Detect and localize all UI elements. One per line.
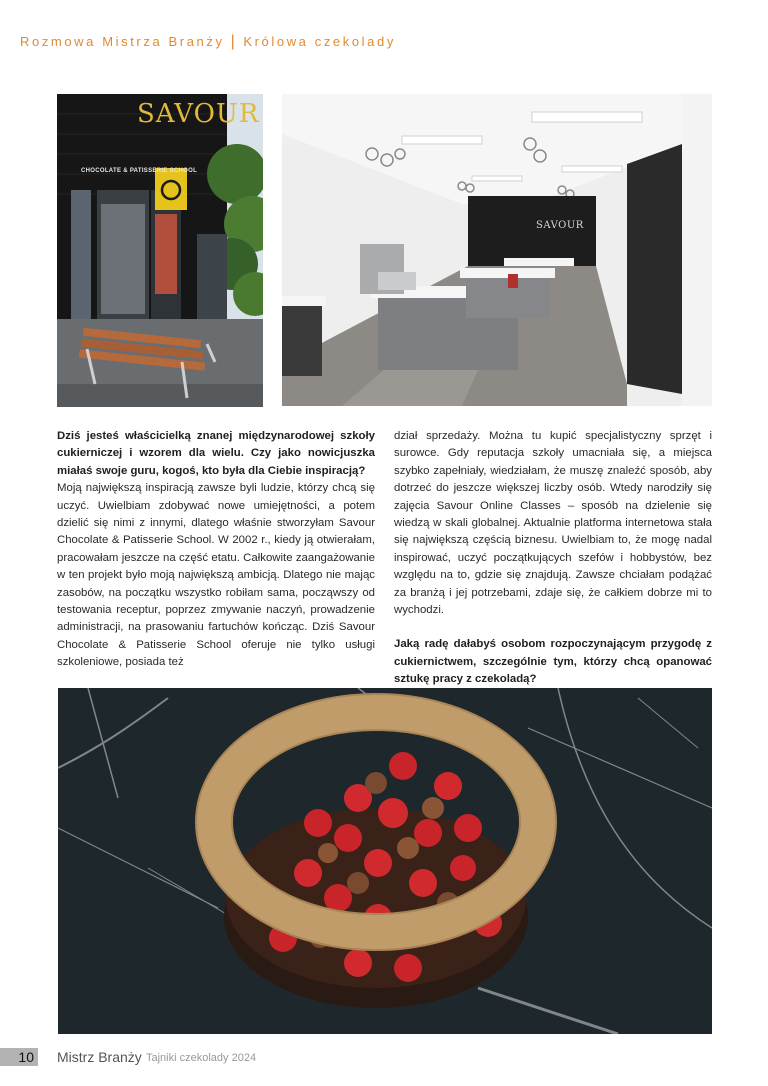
header-section: Rozmowa Mistrza Branży (20, 34, 225, 49)
answer-1-part-2: dział sprzedaży. Można tu kupić specjalistyczny sprzęt i surowce. Gdy reputacja szkoły umacniała się, a miejsca szybko zapełniały, wiedziałam, że muszę znaleźć sposób, aby dotrzeć do jeszcze większej liczby osób. Wtedy narodziły się zajęcia Savour Online Classes – sposób na dzielenie się wiedzą w skali globalnej. Aktualnie platforma internetowa stała się największą częścią biznesu. Uwielbiam to, że mogę nadal inspirować, uczyć początkujących szefów i hobbystów, bez względu na to, gdzie się znajdują. Zawsze chciałam podążać za branżą i jej potrzebami, zdaje się, że całkiem dobrze mi to wychodzi. (394, 430, 712, 617)
header-topic: Królowa czekolady (243, 34, 396, 49)
issue-label: Tajniki czekolady 2024 (146, 1052, 257, 1064)
article-column-right (394, 428, 712, 689)
question-1: Dziś jesteś właścicielką znanej międzynarodowej szkoły cukierniczej i wzorem dla wielu. Czy jako nowicjuszka miałaś swoje guru, kogoś, kto była dla Ciebie inspiracją? (57, 430, 375, 477)
article-column-left (57, 428, 375, 672)
magazine-name: Mistrz Branży (57, 1049, 142, 1065)
store-sign: SAVOUR (137, 99, 260, 129)
answer-1-part-1: Moją największą inspiracją zawsze byli ludzie, którzy chcą się uczyć. Uwielbiam zdobywać nowe umiejętności, a potem dzielić się nimi z innymi, dlatego właśnie stworzyłam Savour Chocolate & Patisserie School. W 2002 r., kiedy ją otwierałam, pracowałam jeszcze na część etatu. Całkowite zaangażowanie w ten projekt było moją największą ambicją. Dlatego nie mając zasobów, na początku wszystko robiłam sama, począwszy od testowania receptur, poprzez zmywanie naczyń, prowadzenie administracji, na prasowaniu fartuchów kończąc. Dziś Savour Chocolate & Patisserie School oferuje nie tylko usługi szkoleniowe, posiada też (57, 482, 375, 669)
running-header (20, 33, 396, 51)
kitchen-wall-sign: SAVOUR (536, 220, 584, 231)
question-2: Jaką radę dałabyś osobom rozpoczynającym przygodę z cukiernictwem, szczególnie tym, którzy chcą opanować sztukę pracy z czekoladą? (394, 638, 712, 686)
page-footer (0, 1048, 768, 1066)
store-subsign: CHOCOLATE & PATISSERIE SCHOOL (81, 168, 198, 174)
kitchen-classroom-photo (282, 94, 712, 406)
storefront-photo (57, 94, 263, 407)
header-separator: | (230, 33, 238, 50)
page-number: 10 (0, 1048, 38, 1066)
chocolate-tart-photo (58, 688, 712, 1034)
